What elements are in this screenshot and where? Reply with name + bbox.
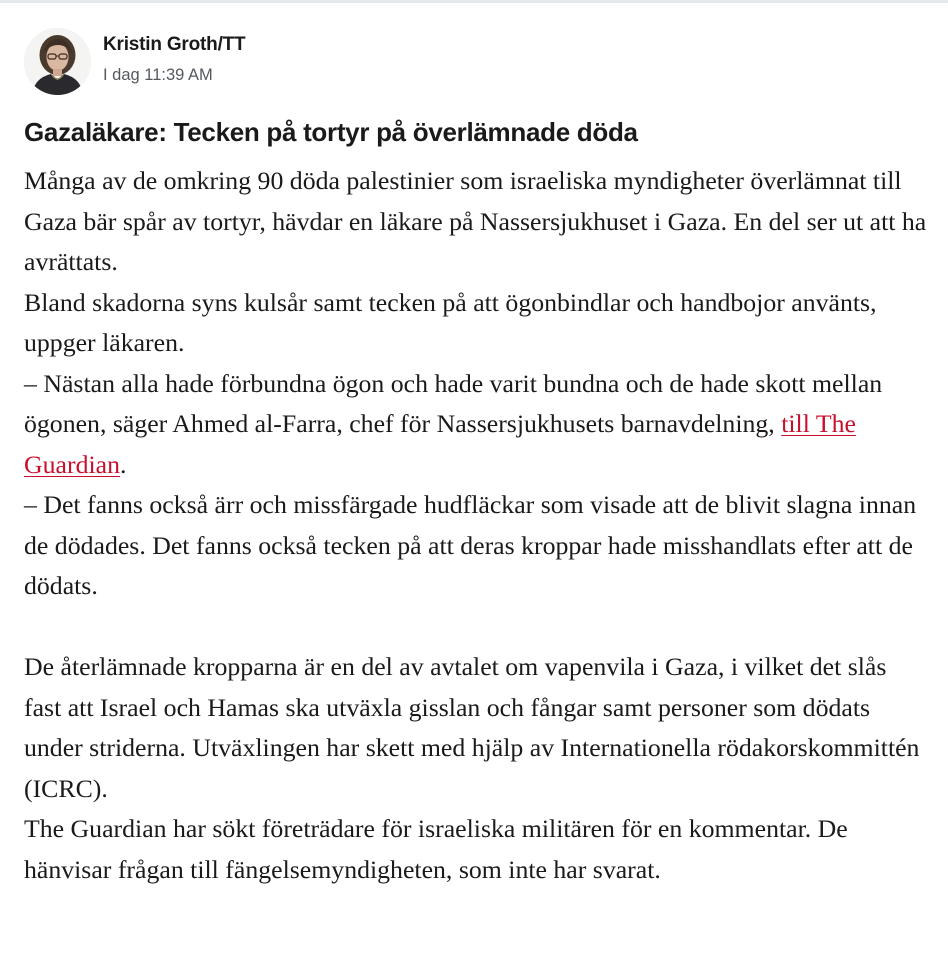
timestamp: I dag 11:39 AM <box>103 66 213 84</box>
avatar[interactable] <box>24 28 91 95</box>
news-post <box>24 26 929 890</box>
paragraph-6: The Guardian har sökt företrädare för israeliska militären för en kommentar. De hänvisar frågan till fängelsemyndigheten, som inte har svarat. <box>24 814 848 884</box>
author-photo-icon <box>24 28 91 95</box>
paragraph-1: Många av de omkring 90 döda palestinier som israeliska myndigheter överlämnat till Gaza bär spår av tortyr, hävdar en läkare på Nassersjukhuset i Gaza. En del ser ut att ha avrättats. <box>24 166 927 276</box>
paragraph-4: – Det fanns också ärr och missfärgade hudfläckar som visade att de blivit slagna innan de dödades. Det fanns också tecken på att deras kroppar hade misshandlats efter att de dödats. <box>24 490 917 600</box>
paragraph-3-text: – Nästan alla hade förbundna ögon och hade varit bundna och de hade skott mellan ögonen, säger Ahmed al-Farra, chef för Nassersjukhusets barnavdelning, <box>24 368 883 438</box>
author-block <box>103 33 245 87</box>
article-body <box>24 161 929 890</box>
byline <box>24 26 929 96</box>
paragraph-spacer <box>24 607 929 648</box>
top-divider <box>0 0 948 3</box>
link-suffix: . <box>119 449 127 479</box>
paragraph-2: Bland skadorna syns kulsår samt tecken på att ögonbindlar och handbojor använts, uppger läkaren. <box>24 287 877 357</box>
paragraph-3 <box>24 364 929 486</box>
author-name[interactable]: Kristin Groth/TT <box>103 34 246 55</box>
headline: Gazaläkare: Tecken på tortyr på överlämnade döda <box>24 117 638 147</box>
paragraph-5: De återlämnade kropparna är en del av avtalet om vapenvila i Gaza, i vilket det slås fast att Israel och Hamas ska utväxla gisslan och fångar samt personer som dödats under striderna. Utväxlingen har skett med hjälp av Internationella rödakorskommittén (ICRC). <box>24 652 920 803</box>
guardian-link[interactable]: till The Guardian <box>24 409 856 479</box>
